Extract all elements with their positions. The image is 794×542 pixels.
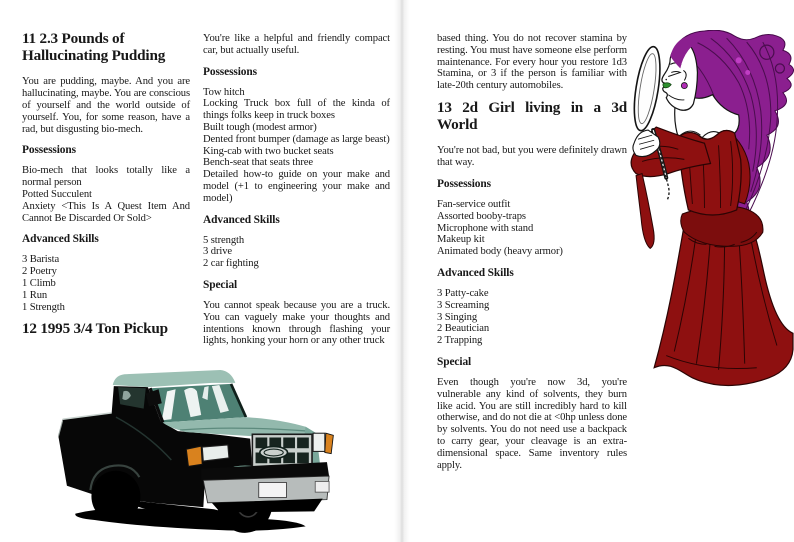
- possession-item: Bench-seat that seats three: [203, 157, 313, 169]
- skill-item: 3 Barista: [22, 254, 60, 266]
- entry-12-description: You're like a helpful and friendly compact car, but actually useful.: [203, 33, 390, 56]
- entry-13-possessions-list: [437, 199, 627, 258]
- skill-item: 1 Strength: [22, 301, 65, 313]
- possession-item: Potted Succulent: [22, 188, 92, 200]
- skill-item: 3 drive: [203, 246, 233, 258]
- entry-13-description: You're not bad, but you were definitely drawn that way.: [437, 145, 627, 169]
- possession-item: Built tough (modest armor): [203, 121, 317, 133]
- possession-item: Microphone with stand: [437, 222, 534, 234]
- entry-12-special-heading: Special: [203, 278, 238, 291]
- entry-13-heading: 13 2d Girl living in a 3d World: [437, 98, 627, 134]
- skill-item: 3 Singing: [437, 311, 478, 323]
- possession-item: Locking Truck box full of the kinda of things folks keep in truck boxes: [203, 98, 390, 122]
- skill-item: 2 car fighting: [203, 258, 259, 270]
- entry-11-advanced-skills-heading: Advanced Skills: [22, 233, 99, 246]
- possession-item: Assorted booby-traps: [437, 210, 526, 222]
- entry-12-special-text: You cannot speak because you are a truck. You can vaguely make your thoughts and intentions known through flashing your lights, honking your horn or any other truck: [203, 299, 390, 347]
- possession-item: King-cab with two bucket seats: [203, 145, 334, 157]
- entry-13-skills-list: [437, 288, 627, 347]
- entry-13-special-heading: Special: [437, 355, 472, 368]
- entry-11-skills-list: [22, 254, 190, 313]
- skill-item: 2 Beautician: [437, 323, 490, 335]
- possession-item: Animated body (heavy armor): [437, 246, 563, 258]
- possession-item: Makeup kit: [437, 234, 485, 246]
- girl-illustration: [626, 30, 794, 394]
- entry-13-special-text: Even though you're now 3d, you're vulnerable any kind of solvents, they burn like acid. You are still incredibly hard to kill otherwise, and do not die at <0hp unless done by solvents. You do not need use a backpack to carry gear, your cleavage is an extra-dimensional space. Same inventory rules apply.: [437, 376, 627, 471]
- skill-item: 3 Screaming: [437, 299, 490, 311]
- possession-item: Dented front bumper (damage as large beast): [203, 133, 390, 145]
- possession-item: Bio-mech that looks totally like a normal person: [22, 165, 190, 189]
- entry-11-heading: 11 2.3 Pounds of Hallucinating Pudding: [22, 30, 166, 65]
- entry-12-special-continuation: based thing. You do not recover stamina by resting. You must have someone else perform maintenance. For every hour you restore 1d3 Stamina, or 3 if the person is familiar with late-20th century automobiles.: [437, 33, 627, 92]
- skill-item: 2 Trapping: [437, 335, 483, 347]
- page-gutter: [394, 0, 410, 542]
- skill-item: 3 Patty-cake: [437, 287, 489, 299]
- possession-item: Fan-service outfit: [437, 198, 511, 210]
- entry-13-possessions-heading: Possessions: [437, 177, 491, 190]
- entry-12-advanced-skills-heading: Advanced Skills: [203, 213, 280, 226]
- possession-item: Anxiety <This Is A Quest Item And Cannot Be Discarded Or Sold>: [22, 200, 190, 224]
- possession-item: Detailed how-to guide on your make and model (+1 to engineering your make and model): [203, 169, 390, 204]
- possession-item: Tow hitch: [203, 86, 245, 98]
- left-page-column-2: [203, 30, 390, 354]
- entry-11-possessions-heading: Possessions: [22, 144, 76, 157]
- entry-12-skills-list: [203, 235, 390, 270]
- skill-item: 1 Run: [22, 289, 48, 301]
- right-page-column: [437, 30, 627, 478]
- entry-11-description: You are pudding, maybe. And you are hallucinating, maybe. You are conscious of yourself and the world outside of yourself. You, for some reason, have a rad, but disgusting bio-mech.: [22, 76, 190, 135]
- entry-12-possessions-heading: Possessions: [203, 65, 257, 78]
- entry-11-possessions-list: [22, 165, 190, 224]
- pickup-truck-image: [52, 370, 344, 535]
- entry-12-possessions-list: [203, 87, 390, 205]
- left-page-column-1: [22, 30, 190, 338]
- skill-item: 1 Climb: [22, 277, 56, 289]
- skill-item: 5 strength: [203, 234, 245, 246]
- entry-13-advanced-skills-heading: Advanced Skills: [437, 266, 514, 279]
- entry-12-heading: 12 1995 3/4 Ton Pickup: [22, 320, 168, 338]
- skill-item: 2 Poetry: [22, 266, 57, 278]
